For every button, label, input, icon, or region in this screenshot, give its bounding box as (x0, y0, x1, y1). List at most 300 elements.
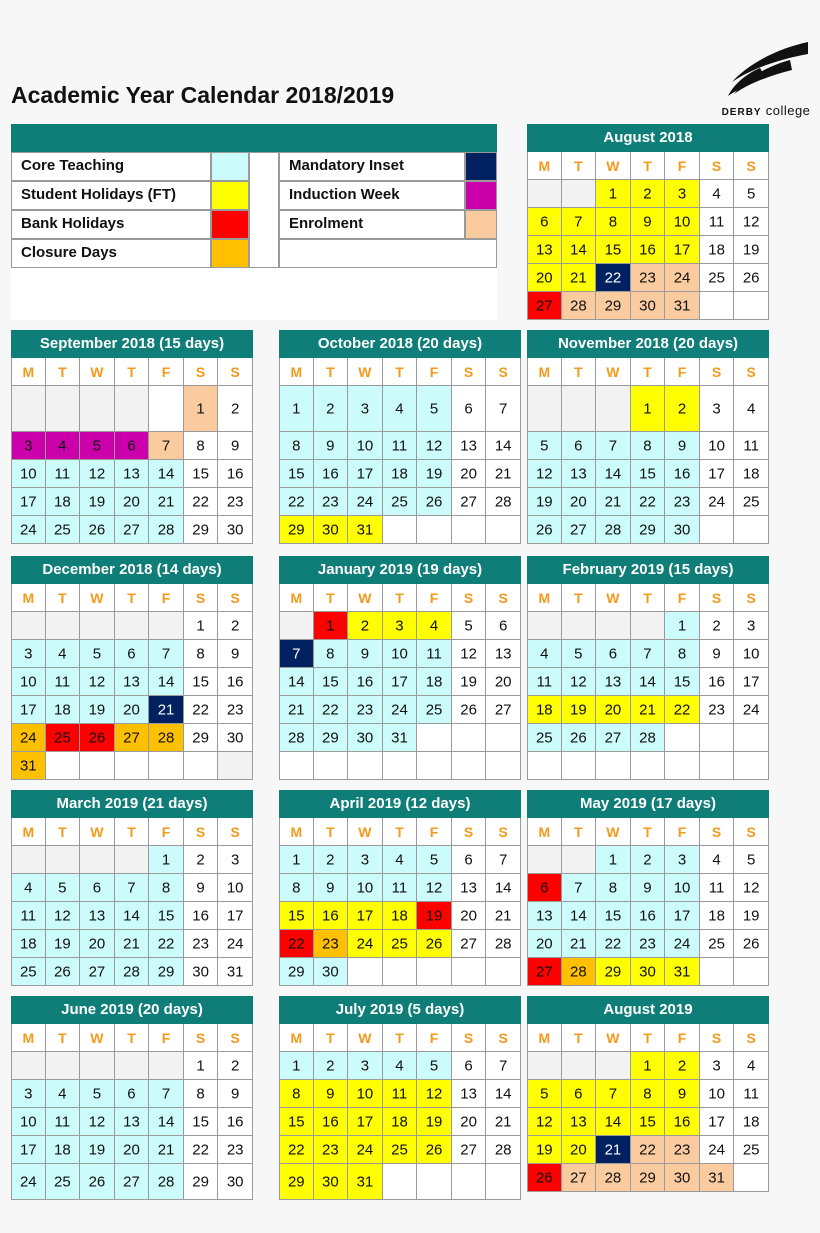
day-cell (279, 460, 314, 488)
day-number: 17 (673, 241, 691, 258)
day-number: 30 (322, 1173, 339, 1190)
week-row (11, 902, 253, 930)
day-cell (80, 432, 115, 460)
day-number: 4 (746, 1057, 756, 1074)
month-sep2018 (11, 330, 253, 544)
day-number: 5 (540, 1085, 549, 1102)
day-cell (11, 724, 46, 752)
day-number: 26 (425, 935, 443, 952)
week-row (11, 1108, 253, 1136)
day-number: 29 (192, 1173, 209, 1190)
day-cell (149, 432, 184, 460)
day-number: 25 (391, 1141, 408, 1158)
day-cell (314, 460, 349, 488)
day-number: 27 (570, 521, 587, 538)
day-number: 15 (604, 241, 622, 258)
day-number: 11 (391, 437, 408, 454)
day-number: 29 (287, 1173, 305, 1190)
week-row (527, 612, 769, 640)
day-cell (46, 1108, 81, 1136)
day-cell (700, 958, 735, 986)
day-cell (486, 1164, 521, 1200)
day-cell (314, 1164, 349, 1200)
weekday-label: T (562, 584, 597, 612)
day-number: 14 (604, 465, 622, 482)
day-cell (383, 488, 418, 516)
day-cell (383, 386, 418, 432)
day-number: 15 (192, 673, 209, 690)
day-number: 21 (570, 935, 587, 952)
day-cell (417, 902, 452, 930)
day-number: 11 (20, 907, 37, 924)
day-cell (700, 1136, 735, 1164)
day-cell (383, 1136, 418, 1164)
day-number: 15 (192, 1113, 209, 1130)
day-cell (46, 724, 81, 752)
day-number: 3 (712, 400, 721, 417)
day-cell (11, 1136, 46, 1164)
weekday-header-row (11, 358, 253, 386)
week-row (11, 724, 253, 752)
day-cell (348, 958, 383, 986)
day-number: 11 (54, 465, 71, 482)
day-number: 10 (356, 1085, 374, 1102)
day-cell (279, 874, 314, 902)
day-cell (700, 236, 735, 264)
day-cell (314, 902, 349, 930)
day-cell (348, 640, 383, 668)
day-cell (527, 874, 562, 902)
day-number: 1 (677, 617, 687, 634)
day-cell (149, 846, 184, 874)
day-number: 26 (425, 1141, 443, 1158)
day-cell (562, 292, 597, 320)
day-cell (279, 640, 314, 668)
weekday-label: T (314, 818, 349, 846)
day-number: 14 (494, 879, 512, 896)
day-number: 16 (192, 907, 209, 924)
week-row (11, 1164, 253, 1200)
day-number: 27 (88, 963, 106, 980)
day-number: 22 (192, 493, 209, 510)
day-number: 11 (426, 645, 442, 662)
week-row (11, 460, 253, 488)
day-cell (46, 752, 81, 780)
weekday-label: S (734, 818, 769, 846)
day-cell (184, 488, 219, 516)
day-number: 26 (54, 963, 71, 980)
day-number: 12 (425, 1085, 443, 1102)
day-number: 24 (19, 521, 37, 538)
day-cell (383, 1052, 418, 1080)
day-cell (218, 432, 253, 460)
day-cell (46, 488, 81, 516)
day-number: 21 (494, 465, 512, 482)
day-cell (184, 1136, 219, 1164)
day-cell (452, 612, 487, 640)
day-number: 6 (498, 617, 508, 634)
day-cell (631, 1080, 666, 1108)
day-cell (596, 958, 631, 986)
day-number: 29 (192, 521, 209, 538)
day-cell (115, 1164, 150, 1200)
day-number: 10 (19, 673, 37, 690)
day-cell (115, 432, 150, 460)
day-cell (279, 1108, 314, 1136)
day-cell (486, 958, 521, 986)
day-number: 17 (673, 907, 691, 924)
day-cell (562, 264, 597, 292)
day-number: 18 (742, 1113, 760, 1130)
week-row (11, 846, 253, 874)
day-number: 17 (356, 1113, 374, 1130)
day-cell (314, 612, 349, 640)
day-cell (11, 640, 46, 668)
weekday-label: S (452, 358, 487, 386)
weekday-label: M (279, 358, 314, 386)
day-number: 13 (460, 437, 477, 454)
day-number: 2 (360, 617, 370, 634)
day-number: 17 (19, 493, 37, 510)
week-row (527, 930, 769, 958)
day-number: 13 (535, 241, 553, 258)
weekday-label: T (115, 358, 150, 386)
day-number: 24 (19, 729, 37, 746)
day-cell (80, 724, 115, 752)
day-number: 18 (742, 465, 760, 482)
day-number: 8 (326, 645, 335, 662)
day-cell (486, 1136, 521, 1164)
day-cell (562, 208, 597, 236)
day-cell (452, 516, 487, 544)
day-cell (486, 1080, 521, 1108)
day-cell (734, 668, 769, 696)
day-number: 24 (356, 1141, 374, 1158)
page-title: Academic Year Calendar 2018/2019 (11, 82, 395, 108)
day-number: 1 (643, 400, 652, 417)
day-number: 12 (88, 673, 106, 690)
day-cell (700, 516, 735, 544)
legend-enrolment-label: Enrolment (279, 210, 465, 239)
day-cell (348, 930, 383, 958)
day-number: 26 (425, 493, 443, 510)
day-cell (348, 668, 383, 696)
day-cell (665, 958, 700, 986)
day-number: 13 (88, 907, 106, 924)
day-cell (596, 612, 631, 640)
day-cell (631, 516, 666, 544)
day-cell (314, 516, 349, 544)
day-number: 21 (494, 907, 512, 924)
day-cell (631, 1136, 666, 1164)
month-title: December 2018 (14 days) (11, 556, 253, 584)
day-cell (383, 432, 418, 460)
day-number: 9 (677, 437, 687, 454)
day-cell (11, 696, 46, 724)
day-number: 29 (604, 297, 622, 314)
day-cell (46, 432, 81, 460)
day-number: 23 (322, 1141, 339, 1158)
day-cell (314, 752, 349, 780)
day-cell (527, 724, 562, 752)
day-number: 14 (570, 907, 587, 924)
day-cell (734, 640, 769, 668)
day-cell (562, 752, 597, 780)
day-cell (734, 180, 769, 208)
day-cell (115, 516, 150, 544)
day-number: 25 (535, 729, 553, 746)
day-cell (596, 488, 631, 516)
day-cell (631, 696, 666, 724)
day-cell (80, 1108, 115, 1136)
weekday-header-row (279, 584, 521, 612)
day-number: 14 (604, 1113, 622, 1130)
day-number: 2 (230, 617, 240, 634)
day-number: 1 (196, 617, 205, 634)
week-row (11, 668, 253, 696)
day-cell (734, 958, 769, 986)
day-cell (452, 752, 487, 780)
day-cell (486, 930, 521, 958)
day-cell (562, 460, 597, 488)
weekday-label: W (596, 584, 631, 612)
day-cell (46, 846, 81, 874)
day-number: 17 (391, 673, 408, 690)
day-number: 27 (460, 935, 477, 952)
day-cell (665, 432, 700, 460)
day-cell (46, 902, 81, 930)
day-cell (734, 930, 769, 958)
day-number: 5 (58, 879, 67, 896)
day-cell (279, 668, 314, 696)
day-number: 16 (708, 673, 725, 690)
day-number: 28 (494, 1141, 512, 1158)
day-number: 9 (643, 879, 652, 896)
day-number: 27 (494, 701, 512, 718)
day-number: 15 (287, 465, 305, 482)
day-number: 7 (608, 1085, 618, 1102)
day-number: 10 (226, 879, 244, 896)
week-row (11, 958, 253, 986)
day-cell (527, 208, 562, 236)
day-number: 20 (535, 935, 553, 952)
month-dec2018 (11, 556, 253, 780)
day-number: 25 (708, 269, 725, 286)
weekday-label: S (184, 818, 219, 846)
day-cell (115, 460, 150, 488)
day-number: 21 (123, 935, 140, 952)
day-number: 30 (226, 521, 244, 538)
month-jan2019 (279, 556, 521, 780)
week-row (279, 612, 521, 640)
day-number: 6 (127, 437, 136, 454)
day-number: 25 (19, 963, 37, 980)
weekday-header-row (11, 1024, 253, 1052)
day-cell (314, 1108, 349, 1136)
day-cell (149, 1080, 184, 1108)
day-number: 30 (673, 1169, 691, 1186)
day-cell (218, 1164, 253, 1200)
day-cell (700, 208, 735, 236)
day-cell (218, 724, 253, 752)
day-number: 22 (673, 701, 691, 718)
day-cell (279, 930, 314, 958)
day-cell (11, 460, 46, 488)
day-cell (383, 516, 418, 544)
day-number: 30 (356, 729, 374, 746)
week-row (527, 640, 769, 668)
day-cell (383, 874, 418, 902)
day-cell (596, 264, 631, 292)
day-number: 7 (292, 645, 301, 662)
day-cell (631, 180, 666, 208)
legend-core-teaching-label: Core Teaching (11, 152, 211, 181)
day-number: 7 (498, 400, 508, 417)
day-cell (417, 1136, 452, 1164)
day-number: 2 (643, 185, 652, 202)
day-cell (700, 724, 735, 752)
week-row (11, 612, 253, 640)
day-cell (596, 180, 631, 208)
day-cell (631, 752, 666, 780)
weekday-label: S (734, 1024, 769, 1052)
weekday-label: S (700, 358, 735, 386)
week-row (279, 640, 521, 668)
week-row (279, 432, 521, 460)
day-number: 26 (88, 521, 106, 538)
day-cell (46, 460, 81, 488)
day-cell (115, 640, 150, 668)
day-number: 3 (24, 645, 33, 662)
week-row (11, 1080, 253, 1108)
day-cell (527, 1136, 562, 1164)
day-number: 30 (226, 729, 244, 746)
weekday-label: T (383, 818, 418, 846)
day-number: 4 (24, 879, 33, 896)
day-number: 3 (360, 400, 370, 417)
week-row (527, 292, 769, 320)
day-cell (734, 208, 769, 236)
weekday-label: F (665, 818, 700, 846)
weekday-label: T (46, 584, 81, 612)
day-cell (631, 208, 666, 236)
weekday-label: S (184, 584, 219, 612)
day-cell (218, 696, 253, 724)
day-cell (562, 668, 597, 696)
day-cell (348, 1080, 383, 1108)
day-cell (734, 386, 769, 432)
weekday-label: M (527, 1024, 562, 1052)
day-number: 19 (88, 701, 106, 718)
day-cell (631, 902, 666, 930)
day-cell (314, 432, 349, 460)
day-number: 18 (708, 241, 725, 258)
day-cell (218, 930, 253, 958)
day-number: 18 (708, 907, 725, 924)
day-cell (700, 180, 735, 208)
day-number: 5 (92, 1085, 102, 1102)
day-number: 13 (460, 1085, 477, 1102)
day-cell (383, 640, 418, 668)
weekday-label: M (279, 818, 314, 846)
week-row (11, 752, 253, 780)
day-number: 8 (196, 645, 205, 662)
week-row (527, 724, 769, 752)
day-cell (218, 958, 253, 986)
day-number: 26 (535, 1169, 553, 1186)
day-cell (383, 668, 418, 696)
weekday-label: S (452, 584, 487, 612)
day-cell (596, 1080, 631, 1108)
day-cell (115, 488, 150, 516)
day-number: 26 (742, 935, 760, 952)
day-cell (279, 432, 314, 460)
day-number: 15 (639, 465, 656, 482)
day-cell (314, 1136, 349, 1164)
day-cell (665, 874, 700, 902)
day-number: 12 (54, 907, 71, 924)
day-number: 9 (712, 645, 721, 662)
day-cell (348, 902, 383, 930)
weekday-header-row (279, 1024, 521, 1052)
weekday-label: M (527, 818, 562, 846)
weekday-label: W (348, 818, 383, 846)
weekday-label: W (80, 818, 115, 846)
day-cell (527, 1164, 562, 1192)
day-cell (184, 1164, 219, 1200)
day-number: 20 (570, 493, 587, 510)
day-cell (348, 516, 383, 544)
weekday-label: T (314, 358, 349, 386)
day-cell (115, 874, 150, 902)
day-number: 13 (570, 1113, 587, 1130)
day-number: 9 (326, 1085, 335, 1102)
day-number: 12 (535, 1113, 553, 1130)
day-cell (417, 668, 452, 696)
day-cell (452, 846, 487, 874)
weekday-label: M (279, 1024, 314, 1052)
day-number: 19 (54, 935, 71, 952)
day-cell (115, 1052, 150, 1080)
day-number: 18 (391, 907, 408, 924)
day-number: 24 (19, 1173, 37, 1190)
day-number: 1 (326, 617, 335, 634)
day-cell (383, 846, 418, 874)
day-number: 13 (535, 907, 553, 924)
day-cell (348, 386, 383, 432)
day-cell (11, 516, 46, 544)
day-cell (11, 1108, 46, 1136)
day-cell (596, 516, 631, 544)
day-cell (486, 432, 521, 460)
month-title: June 2019 (20 days) (11, 996, 253, 1024)
day-cell (562, 386, 597, 432)
weekday-label: T (383, 1024, 418, 1052)
day-cell (218, 874, 253, 902)
day-cell (562, 612, 597, 640)
day-cell (383, 752, 418, 780)
day-cell (417, 752, 452, 780)
day-cell (734, 516, 769, 544)
day-cell (46, 1080, 81, 1108)
day-cell (80, 460, 115, 488)
day-cell (218, 516, 253, 544)
day-number: 27 (535, 963, 553, 980)
day-cell (383, 612, 418, 640)
day-number: 16 (639, 907, 656, 924)
weekday-label: W (596, 152, 631, 180)
day-cell (149, 696, 184, 724)
